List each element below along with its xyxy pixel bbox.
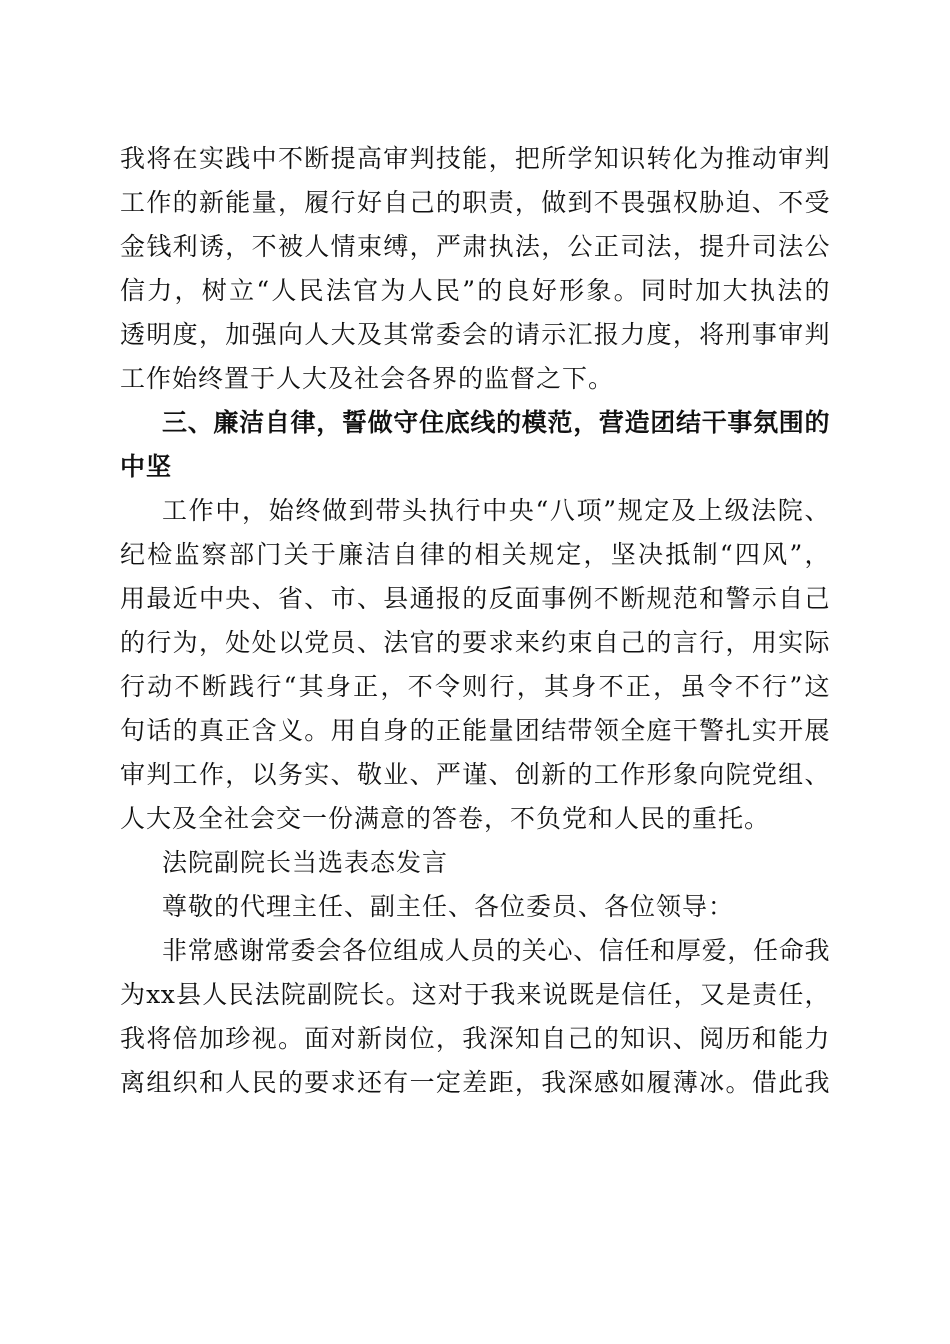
section-heading-3 xyxy=(120,401,830,489)
heading-line: 中坚 xyxy=(120,452,173,481)
speech-title: 法院副院长当选表态发言 xyxy=(162,848,449,877)
text-line: 我将在实践中不断提高审判技能，把所学知识转化为推动审判 xyxy=(120,144,830,173)
text-line: 纪检监察部门关于廉洁自律的相关规定，坚决抵制“四风”， xyxy=(120,540,830,569)
text-line: 金钱利诱，不被人情束缚，严肃执法，公正司法，提升司法公 xyxy=(120,232,830,261)
text-line: 的行为，处处以党员、法官的要求来约束自己的言行，用实际 xyxy=(120,628,830,657)
text-line: 句话的真正含义。用自身的正能量团结带领全庭干警扎实开展 xyxy=(120,716,830,745)
text-line: 我将倍加珍视。面对新岗位，我深知自己的知识、阅历和能力 xyxy=(120,1024,830,1053)
heading-line: 三、廉洁自律，誓做守住底线的模范，营造团结干事氛围的 xyxy=(162,408,830,437)
salutation: 尊敬的代理主任、副主任、各位委员、各位领导： xyxy=(162,892,735,921)
text-line: 工作始终置于人大及社会各界的监督之下。 xyxy=(120,364,615,393)
text-line: 行动不断践行“其身正，不令则行，其身不正，虽令不行”这 xyxy=(120,672,830,701)
text-line: 为xx县人民法院副院长。这对于我来说既是信任，又是责任， xyxy=(120,980,830,1009)
text-line: 审判工作，以务实、敬业、严谨、创新的工作形象向院党组、 xyxy=(120,760,830,789)
text-line: 工作中，始终做到带头执行中央“八项”规定及上级法院、 xyxy=(162,496,830,525)
paragraph-3 xyxy=(120,929,830,1105)
text-line: 工作的新能量，履行好自己的职责，做到不畏强权胁迫、不受 xyxy=(120,188,830,217)
paragraph-1 xyxy=(120,137,830,401)
text-line: 人大及全社会交一份满意的答卷，不负党和人民的重托。 xyxy=(120,804,771,833)
text-line: 用最近中央、省、市、县通报的反面事例不断规范和警示自己 xyxy=(120,584,830,613)
document-page xyxy=(120,137,830,1105)
text-line: 离组织和人民的要求还有一定差距，我深感如履薄冰。借此我 xyxy=(120,1068,830,1097)
text-line: 非常感谢常委会各位组成人员的关心、信任和厚爱，任命我 xyxy=(162,936,830,965)
text-line: 透明度，加强向人大及其常委会的请示汇报力度，将刑事审判 xyxy=(120,320,830,349)
text-line: 信力，树立“人民法官为人民”的良好形象。同时加大执法的 xyxy=(120,276,830,305)
paragraph-2 xyxy=(120,489,830,841)
